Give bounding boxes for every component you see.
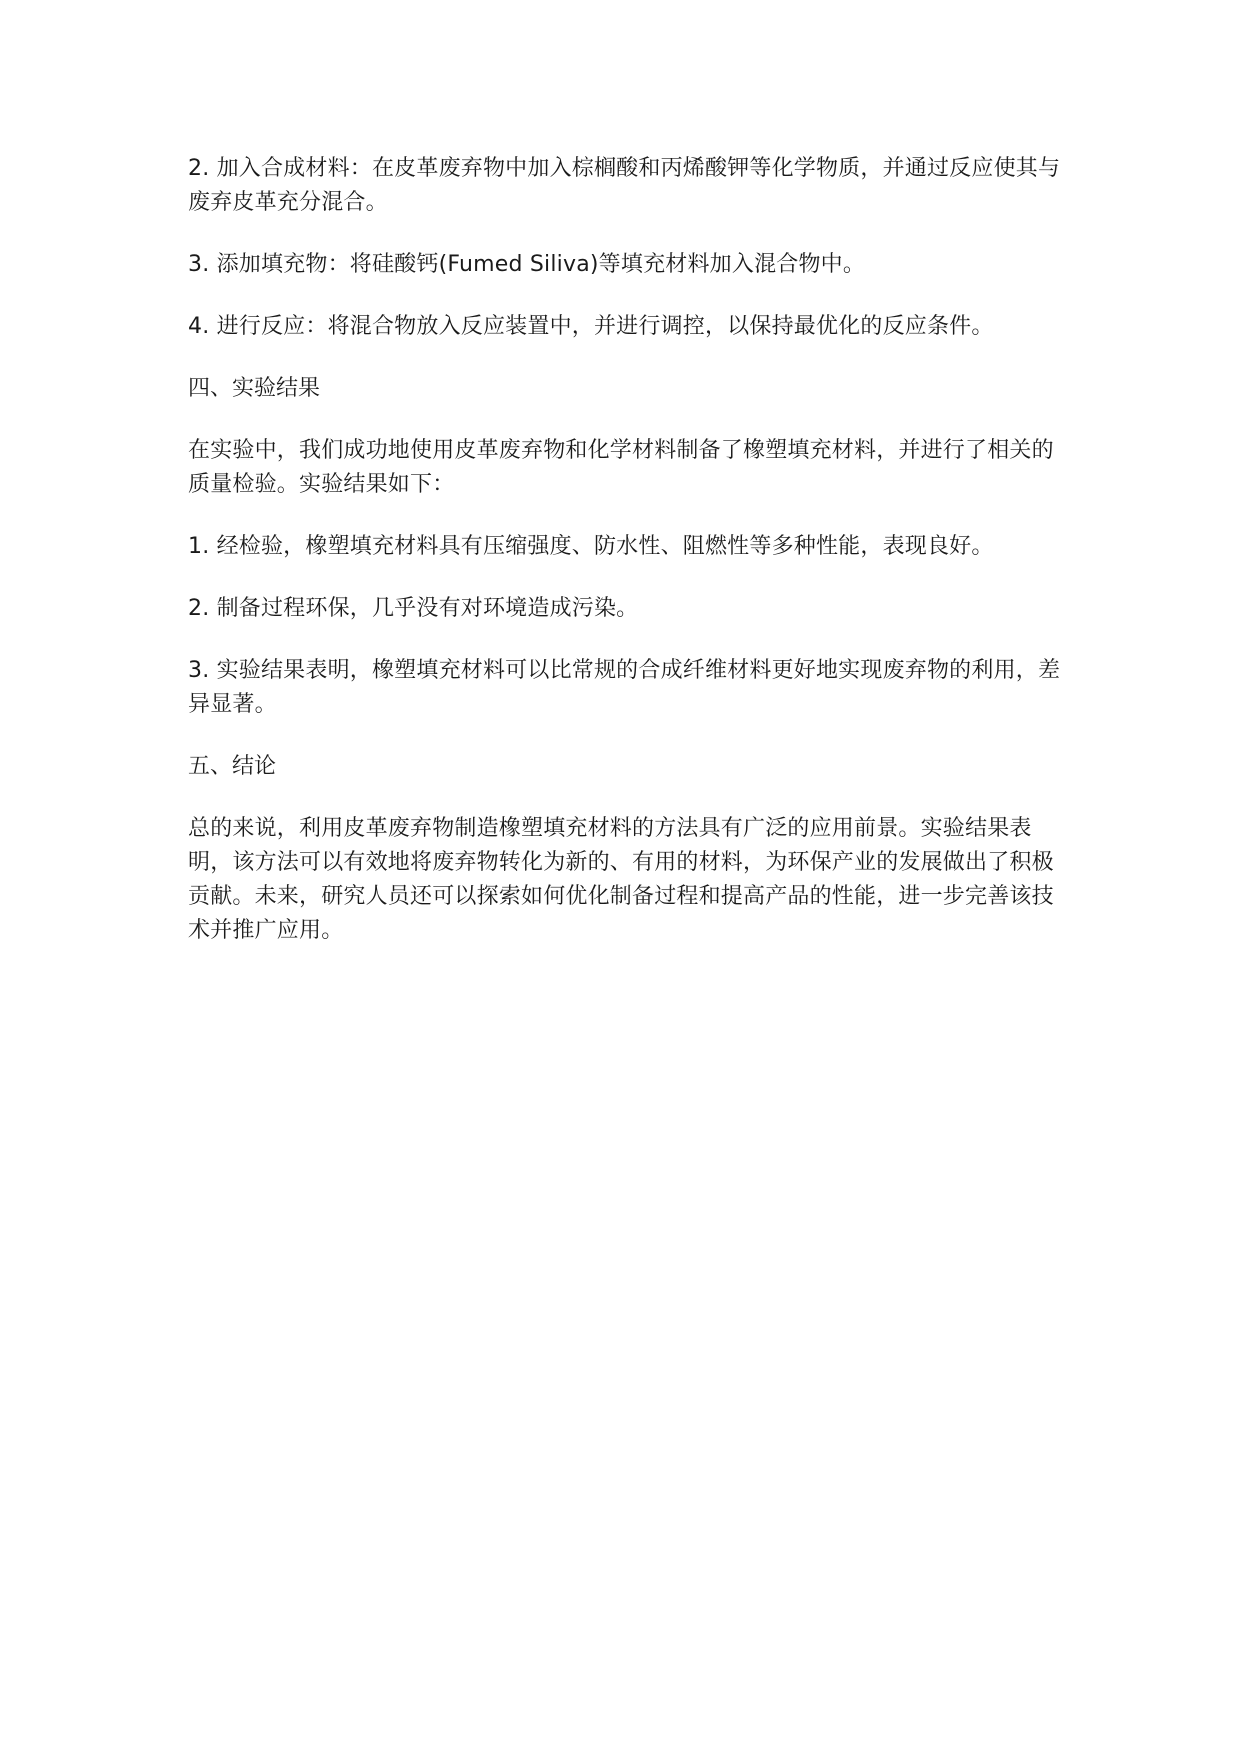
conclusion-paragraph: 总的来说，利用皮革废弃物制造橡塑填充材料的方法具有广泛的应用前景。实验结果表明，该方法可以有效地将废弃物转化为新的、有用的材料，为环保产业的发展做出了积极贡献。未来，研究人员还可以探索如何优化制备过程和提高产品的性能，进一步完善该技术并推广应用。 bbox=[188, 816, 1054, 943]
result-3-paragraph: 3. 实验结果表明，橡塑填充材料可以比常规的合成纤维材料更好地实现废弃物的利用，差异显著。 bbox=[188, 658, 1061, 717]
results-intro-paragraph: 在实验中，我们成功地使用皮革废弃物和化学材料制备了橡塑填充材料，并进行了相关的质量检验。实验结果如下： bbox=[188, 438, 1054, 497]
section-heading-conclusion: 五、结论 bbox=[188, 754, 277, 779]
step-2-paragraph: 2. 加入合成材料：在皮革废弃物中加入棕榈酸和丙烯酸钾等化学物质，并通过反应使其与废弃皮革充分混合。 bbox=[188, 156, 1061, 215]
result-2-paragraph: 2. 制备过程环保，几乎没有对环境造成污染。 bbox=[188, 596, 639, 621]
document-body bbox=[188, 152, 1068, 976]
step-3-paragraph: 3. 添加填充物：将硅酸钙(Fumed Siliva)等填充材料加入混合物中。 bbox=[188, 252, 866, 277]
step-4-paragraph: 4. 进行反应：将混合物放入反应装置中，并进行调控，以保持最优化的反应条件。 bbox=[188, 314, 994, 339]
result-1-paragraph: 1. 经检验，橡塑填充材料具有压缩强度、防水性、阻燃性等多种性能，表现良好。 bbox=[188, 534, 994, 559]
section-heading-results: 四、实验结果 bbox=[188, 376, 321, 401]
